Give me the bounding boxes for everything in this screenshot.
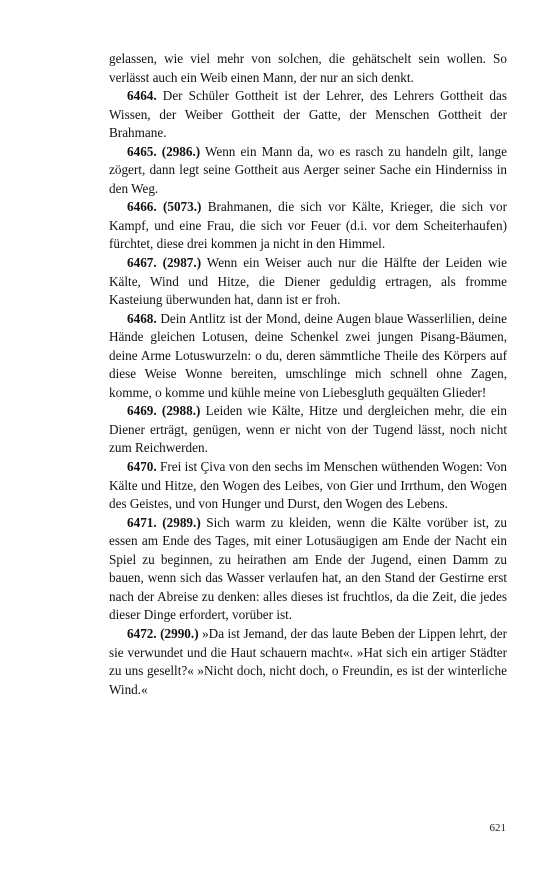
verse-text: Brahmanen, die sich vor Kälte, Krieger, die sich vor Kampf, und eine Frau, die sich vor Feuer (d.i. vor dem Scheiterhaufen) fürchtet, diese drei kommen ja nicht in den Himmel. bbox=[109, 199, 507, 252]
verse-text: Wenn ein Weiser auch nur die Hälfte der Leiden wie Kälte, Wind und Hitze, die Diener geduldig ertragen, als fromme Kasteiung überwunden hat, dann ist er froh. bbox=[109, 255, 507, 308]
verse-number: 6464. bbox=[127, 88, 157, 104]
verse-text: Dein Antlitz ist der Mond, deine Augen blaue Wasserlilien, deine Hände gleichen Lotusen, deine Schenkel zwei jungen Pisang-Bäumen, deine Arme Lotuswurzeln: o du, deren sämmtliche Theile des Körpers auf diese Weise Wonne bereiten, umschlinge mich schnell ohne Zagen, komme, o komme und kühle meine von Liebesgluth gequälten Glieder! bbox=[109, 310, 507, 400]
verse-6466 bbox=[109, 198, 507, 254]
verse-number: 6468. bbox=[127, 310, 157, 326]
verse-number: 6472. (2990.) bbox=[127, 625, 199, 641]
page-body bbox=[109, 50, 507, 699]
verse-6469 bbox=[109, 402, 507, 458]
verse-6464 bbox=[109, 87, 507, 143]
verse-number: 6471. (2989.) bbox=[127, 514, 201, 530]
verse-6465 bbox=[109, 143, 507, 199]
verse-6470 bbox=[109, 458, 507, 514]
verse-6471 bbox=[109, 514, 507, 625]
verse-text: »Da ist Jemand, der das laute Beben der Lippen lehrt, der sie verwundet und die Haut schauern macht«. »Hat sich ein artiger Städter zu uns gesellt?« »Nicht doch, nicht doch, o Freundin, es ist der winterliche Wind.« bbox=[109, 625, 507, 697]
verse-text: Der Schüler Gottheit ist der Lehrer, des Lehrers Gottheit das Wissen, der Weiber Gottheit der Gatte, der Menschen Gottheit der Brahmane. bbox=[109, 88, 507, 141]
verse-text: Wenn ein Mann da, wo es rasch zu handeln gilt, lange zögert, dann legt seine Gottheit aus Aerger seiner Sache ein Hinderniss in den Weg. bbox=[109, 143, 507, 196]
verse-6472 bbox=[109, 625, 507, 699]
verse-text: Sich warm zu kleiden, wenn die Kälte vorüber ist, zu essen am Ende des Tages, mit einer Lotusäugigen am Ende der Nacht ein Spiel zu beginnen, zu heirathen am Ende der Jugend, einen Damm zu bauen, wenn sich das Wasser verlaufen hat, an den Stand der Gestirne erst nach der Abreise zu denken: alles dieses ist fruchtlos, da die Zeit, die jedes dieser Dinge erfordert, vorüber ist. bbox=[109, 514, 507, 623]
verse-text: Frei ist Çiva von den sechs im Menschen wüthenden Wogen: Von Kälte und Hitze, den Wogen des Leibes, von Gier und Irrthum, den Wogen des Geistes, und von Hunger und Durst, den Wogen des Lebens. bbox=[109, 459, 507, 512]
verse-6468 bbox=[109, 310, 507, 403]
verse-text: Leiden wie Kälte, Hitze und dergleichen mehr, die ein Diener erträgt, genügen, wenn er nicht von der Tugend lässt, noch nicht zum Reichwerden. bbox=[109, 403, 507, 456]
verse-number: 6470. bbox=[127, 459, 157, 475]
page-number: 621 bbox=[489, 822, 506, 834]
verse-number: 6466. (5073.) bbox=[127, 199, 202, 215]
verse-number: 6469. (2988.) bbox=[127, 403, 201, 419]
continuation-paragraph: gelassen, wie viel mehr von solchen, die gehätschelt sein wollen. So verlässt auch ein Weib einen Mann, der nur an sich denkt. bbox=[109, 51, 507, 85]
verse-6467 bbox=[109, 254, 507, 310]
verse-number: 6467. (2987.) bbox=[127, 255, 202, 271]
verse-number: 6465. (2986.) bbox=[127, 143, 201, 159]
